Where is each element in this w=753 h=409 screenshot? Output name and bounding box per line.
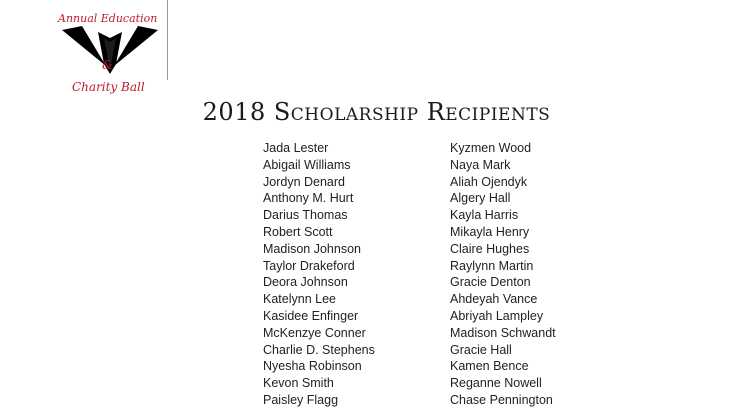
- recipient-name: Kasidee Enfinger: [263, 308, 359, 323]
- recipient-name: Jordyn Denard: [263, 174, 345, 189]
- recipient-name: Aliah Ojendyk: [450, 174, 528, 189]
- recipient-name: Mikayla Henry: [450, 224, 530, 239]
- recipient-name: Jada Lester: [263, 141, 329, 155]
- page-title: 2018 Scholarship Recipients: [202, 98, 551, 126]
- recipient-name: Deora Johnson: [263, 275, 348, 290]
- recipient-name: Anthony M. Hurt: [263, 191, 354, 206]
- recipient-name: Katelynn Lee: [263, 292, 336, 307]
- recipient-name: Madison Johnson: [263, 241, 361, 256]
- recipient-name: Algery Hall: [450, 191, 511, 206]
- recipient-name: Taylor Drakeford: [263, 258, 355, 273]
- recipient-name: Gracie Denton: [450, 275, 531, 290]
- recipient-name: Darius Thomas: [263, 208, 348, 223]
- recipient-name: Ahdeyah Vance: [450, 292, 538, 307]
- recipient-name: Kevon Smith: [263, 376, 334, 391]
- recipient-name: Paisley Flagg: [263, 392, 339, 407]
- event-logo: [52, 8, 168, 98]
- recipient-name: Raylynn Martin: [450, 258, 534, 273]
- header-divider: [167, 0, 168, 80]
- recipient-name: Nyesha Robinson: [263, 359, 362, 374]
- logo-ampersand: &: [102, 58, 113, 72]
- recipient-name: Kyzmen Wood: [450, 141, 532, 155]
- recipient-name: Abigail Williams: [263, 157, 351, 172]
- recipient-name: Kamen Bence: [450, 359, 529, 374]
- recipient-name: Gracie Hall: [450, 342, 512, 357]
- recipient-name: Kayla Harris: [450, 208, 519, 223]
- recipient-name: Madison Schwandt: [450, 325, 556, 340]
- recipient-name: Abriyah Lampley: [450, 308, 544, 323]
- recipients-right-column: [450, 140, 556, 409]
- recipient-name: Chase Pennington: [450, 392, 553, 407]
- recipients-left-column: [263, 140, 375, 409]
- recipient-name: Claire Hughes: [450, 241, 530, 256]
- recipient-name: Naya Mark: [450, 157, 511, 172]
- recipient-name: Charlie D. Stephens: [263, 342, 375, 357]
- recipient-name: Reganne Nowell: [450, 376, 542, 391]
- recipient-name: McKenzye Conner: [263, 325, 366, 340]
- logo-bottom-text: Charity Ball: [72, 80, 145, 94]
- logo-top-text: Annual Education: [58, 12, 158, 25]
- recipient-name: Robert Scott: [263, 224, 333, 239]
